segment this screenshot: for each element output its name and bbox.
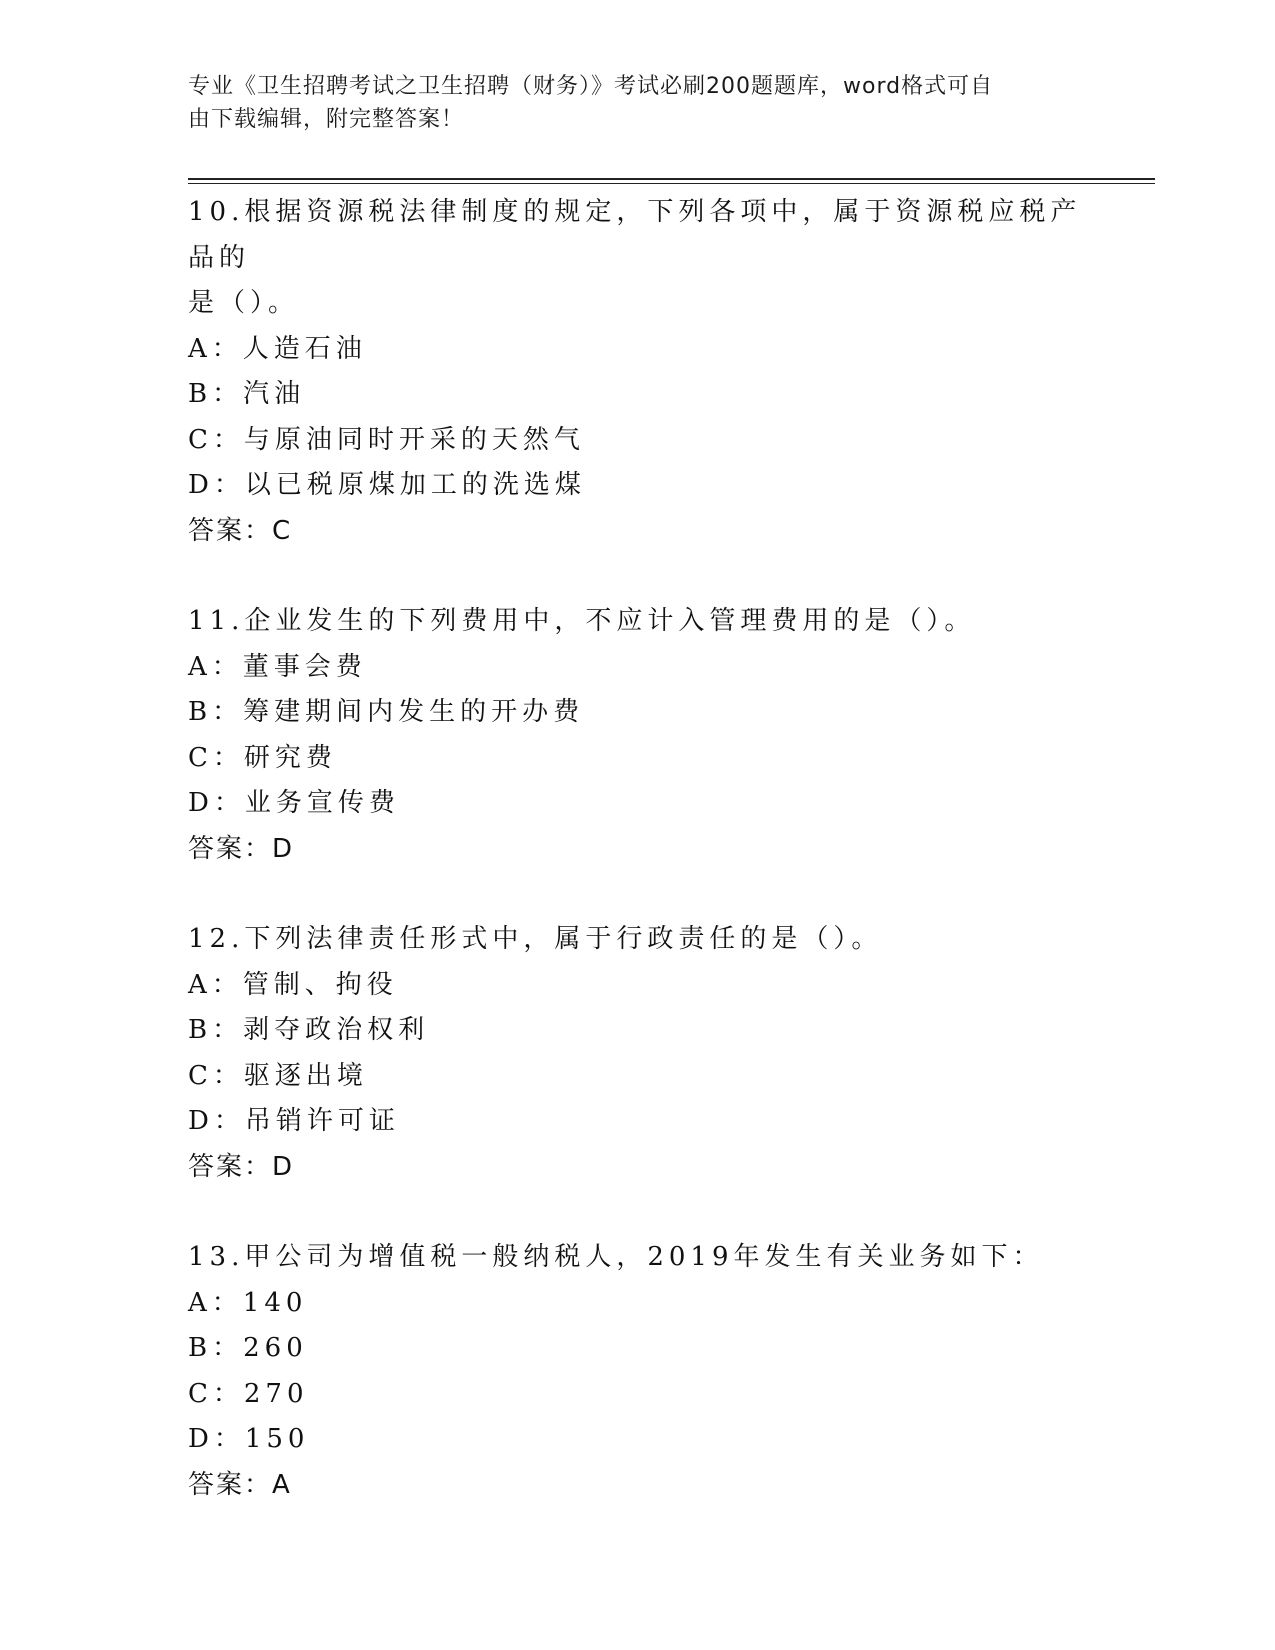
question-10 xyxy=(188,190,1088,554)
option-c: C：研究费 xyxy=(188,742,337,773)
question-13 xyxy=(188,1235,1088,1508)
option-b: B：剥夺政治权利 xyxy=(188,1015,430,1045)
option-c: C：与原油同时开采的天然气 xyxy=(188,424,585,455)
header-divider-thick xyxy=(188,178,1155,180)
option-b: B：260 xyxy=(188,1333,308,1363)
question-12 xyxy=(188,917,1088,1190)
option-b: B：汽油 xyxy=(188,379,306,409)
option-d: D：业务宣传费 xyxy=(188,788,400,818)
question-stem-line: 是（）。 xyxy=(188,288,300,318)
question-11 xyxy=(188,599,1088,872)
question-stem-line: 10.根据资源税法律制度的规定，下列各项中，属于资源税应税产品的 xyxy=(188,197,1082,273)
question-stem-line: 12.下列法律责任形式中，属于行政责任的是（）。 xyxy=(188,924,883,954)
option-b: B：筹建期间内发生的开办费 xyxy=(188,697,585,727)
answer-line: 答案：A xyxy=(188,1469,292,1500)
header-divider-thin xyxy=(188,183,1155,184)
header-line-1: 专业《卫生招聘考试之卫生招聘（财务）》考试必刷200题题库，word格式可自 xyxy=(188,74,994,99)
question-stem-line: 13.甲公司为增值税一般纳税人，2019年发生有关业务如下： xyxy=(188,1242,1044,1272)
option-a: A：140 xyxy=(188,1287,308,1318)
option-d: D：150 xyxy=(188,1424,310,1454)
option-c: C：驱逐出境 xyxy=(188,1060,368,1091)
option-c: C：270 xyxy=(188,1378,309,1409)
header-line-2: 由下载编辑，附完整答案！ xyxy=(188,107,465,132)
option-a: A：董事会费 xyxy=(188,651,367,682)
option-a: A：管制、拘役 xyxy=(188,969,398,1000)
answer-line: 答案：C xyxy=(188,515,293,546)
option-d: D：吊销许可证 xyxy=(188,1106,400,1136)
question-stem-line: 11.企业发生的下列费用中，不应计入管理费用的是（）。 xyxy=(188,606,976,636)
option-d: D：以已税原煤加工的洗选煤 xyxy=(188,470,586,500)
option-a: A：人造石油 xyxy=(188,333,367,364)
question-list xyxy=(188,190,1088,1553)
document-header xyxy=(188,70,1068,136)
answer-line: 答案：D xyxy=(188,1151,295,1182)
answer-line: 答案：D xyxy=(188,833,295,864)
